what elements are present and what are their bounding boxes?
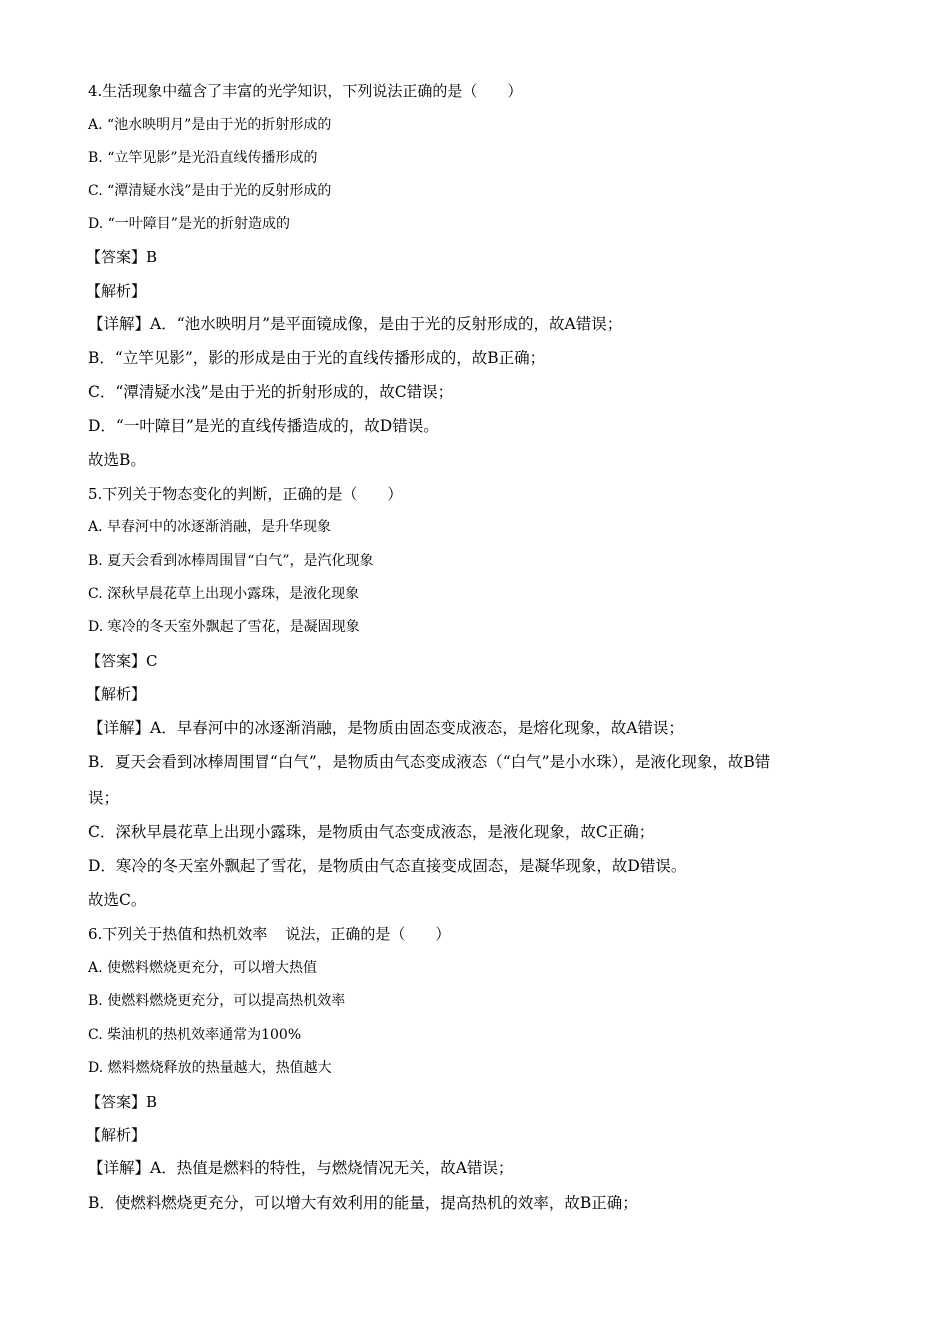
q5-detail-c: C．深秋早晨花草上出现小露珠，是物质由气态变成液态，是液化现象，故C正确； [88, 823, 655, 841]
q5-detail-a: 【详解】A．早春河中的冰逐渐消融，是物质由固态变成液态，是熔化现象，故A错误； [88, 719, 684, 737]
q5-option-a: A. 早春河中的冰逐渐消融，是升华现象 [88, 519, 332, 535]
q5-option-c: C. 深秋早晨花草上出现小露珠，是液化现象 [88, 586, 360, 602]
q4-detail-b: B．“立竿见影”，影的形成是由于光的直线传播形成的，故B正确； [88, 349, 546, 367]
q6-stem [88, 923, 450, 945]
q4-detail-c: C．“潭清疑水浅”是由于光的折射形成的，故C错误； [88, 383, 454, 401]
q5-conclusion: 故选C。 [88, 891, 147, 909]
q4-detail-a: 【详解】A．“池水映明月”是平面镜成像，是由于光的反射形成的，故A错误； [88, 315, 623, 333]
q4-analysis-label: 【解析】 [86, 282, 147, 300]
q6-answer: 【答案】B [86, 1093, 158, 1111]
q6-option-c: C. 柴油机的热机效率通常为100% [88, 1027, 302, 1043]
q6-detail-b: B．使燃料燃烧更充分，可以增大有效利用的能量，提高热机的效率，故B正确； [88, 1194, 638, 1212]
q5-stem: 5.下列关于物态变化的判断，正确的是（ ） [88, 485, 403, 503]
q5-option-b: B. 夏天会看到冰棒周围冒“白气”，是汽化现象 [88, 553, 374, 569]
q6-analysis-label: 【解析】 [86, 1126, 147, 1144]
q6-stem-part-a: 6.下列关于热值和热机效率 [88, 925, 268, 943]
q4-option-b: B. “立竿见影”是光沿直线传播形成的 [88, 150, 318, 166]
q6-stem-part-b: 说法，正确的是（ ） [285, 925, 451, 943]
q6-detail-a: 【详解】A．热值是燃料的特性，与燃烧情况无关，故A错误； [88, 1159, 514, 1177]
q5-detail-b: B．夏天会看到冰棒周围冒“白气”，是物质由气态变成液态（“白气”是小水珠），是液化现象，故B错 [88, 753, 771, 771]
q4-detail-d: D．“一叶障目”是光的直线传播造成的，故D错误。 [88, 417, 439, 435]
q5-option-d: D. 寒冷的冬天室外飘起了雪花，是凝固现象 [88, 619, 360, 635]
q4-stem: 4.生活现象中蕴含了丰富的光学知识，下列说法正确的是（ ） [88, 82, 523, 100]
q4-answer: 【答案】B [86, 248, 158, 266]
q5-detail-b-cont: 误； [88, 789, 120, 807]
q4-option-d: D. “一叶障目”是光的折射造成的 [88, 216, 290, 232]
q6-option-a: A. 使燃料燃烧更充分，可以增大热值 [88, 960, 318, 976]
q4-conclusion: 故选B。 [88, 451, 146, 469]
q5-detail-d: D．寒冷的冬天室外飘起了雪花，是物质由气态直接变成固态，是凝华现象，故D错误。 [88, 857, 687, 875]
q5-answer: 【答案】C [86, 652, 158, 670]
q6-option-b: B. 使燃料燃烧更充分，可以提高热机效率 [88, 993, 346, 1009]
q4-option-c: C. “潭清疑水浅”是由于光的反射形成的 [88, 183, 332, 199]
q6-option-d: D. 燃料燃烧释放的热量越大，热值越大 [88, 1060, 332, 1076]
q5-analysis-label: 【解析】 [86, 685, 147, 703]
q4-option-a: A. “池水映明月”是由于光的折射形成的 [88, 117, 332, 133]
